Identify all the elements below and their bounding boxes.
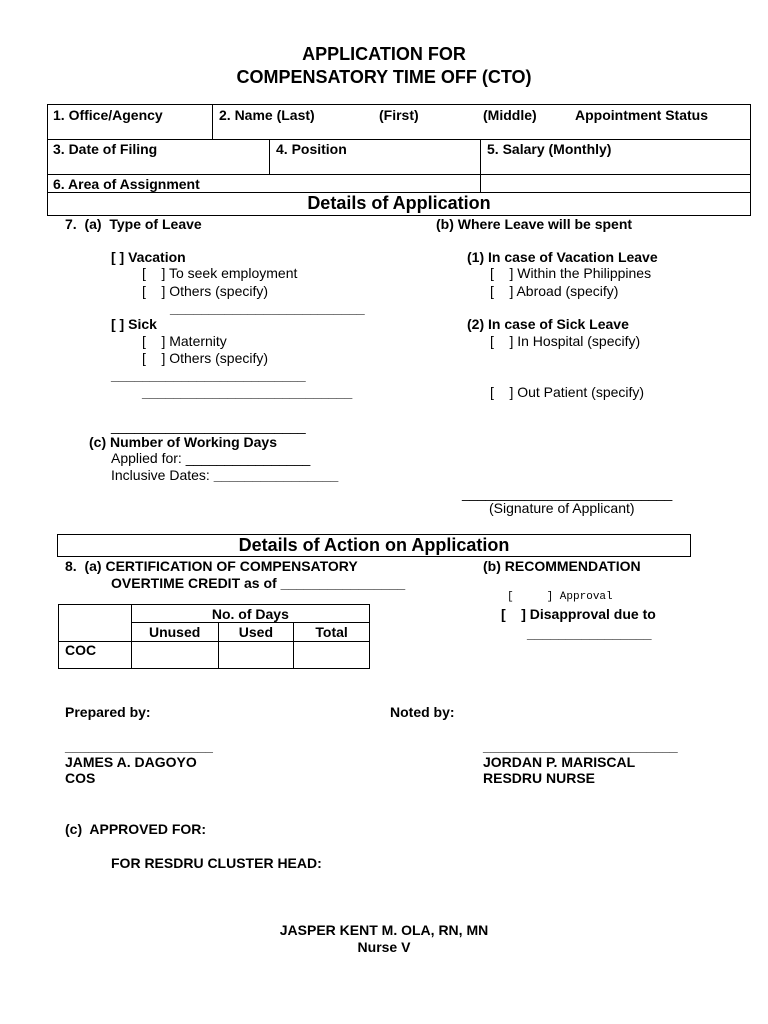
coc-row-label: COC xyxy=(59,641,132,668)
disapproval-reason-line[interactable]: ________________ xyxy=(527,625,652,641)
recommendation-label: (b) RECOMMENDATION xyxy=(483,558,641,574)
inclusive-dates-field[interactable] xyxy=(111,467,338,483)
applied-for-field[interactable]: Applied for: ________________ xyxy=(111,450,311,466)
abroad-checkbox[interactable]: [ ] Abroad (specify) xyxy=(490,283,619,299)
sick-checkbox[interactable]: [ ] Sick xyxy=(111,316,157,332)
out-patient-checkbox[interactable]: [ ] Out Patient (specify) xyxy=(490,384,645,400)
sick-others-checkbox[interactable]: [ ] Others (specify) xyxy=(142,350,269,366)
in-hospital-checkbox[interactable]: [ ] In Hospital (specify) xyxy=(490,333,641,349)
case-sick-label: (2) In case of Sick Leave xyxy=(467,316,629,332)
sick-specify-line-2[interactable]: ___________________________ xyxy=(142,384,353,400)
maternity-checkbox[interactable]: [ ] Maternity xyxy=(142,333,227,349)
name-last-label: 2. Name (Last) xyxy=(219,107,315,123)
signature-line[interactable]: ___________________________ xyxy=(462,485,673,501)
total-header: Total xyxy=(294,623,370,641)
noted-signature-line[interactable]: _________________________ xyxy=(483,738,678,754)
coc-table-corner xyxy=(59,605,132,623)
approval-checkbox[interactable]: [ ] Approval xyxy=(507,591,613,603)
noted-title: RESDRU NURSE xyxy=(483,770,596,786)
date-filing-label: 3. Date of Filing xyxy=(53,141,158,157)
appointment-status-label: Appointment Status xyxy=(575,107,708,123)
office-agency-label: 1. Office/Agency xyxy=(53,107,163,123)
form-title-line2: COMPENSATORY TIME OFF (CTO) xyxy=(236,67,532,87)
seek-employment-checkbox[interactable]: [ ] To seek employment xyxy=(142,265,298,281)
coc-total-cell[interactable] xyxy=(294,641,370,668)
coc-unused-cell[interactable] xyxy=(131,641,218,668)
certification-label: 8. (a) CERTIFICATION OF COMPENSATORY xyxy=(65,558,358,574)
vacation-checkbox[interactable]: [ ] Vacation xyxy=(111,249,186,265)
approver-title: Nurse V xyxy=(357,939,411,955)
approver-name: JASPER KENT M. OLA, RN, MN xyxy=(279,922,489,938)
case-vacation-label: (1) In case of Vacation Leave xyxy=(467,249,658,265)
vacation-others-checkbox[interactable]: [ ] Others (specify) xyxy=(142,283,269,299)
signature-label: (Signature of Applicant) xyxy=(489,500,635,516)
overtime-credit-field[interactable]: OVERTIME CREDIT as of ________________ xyxy=(111,575,406,591)
form-title-line1: APPLICATION FOR xyxy=(302,44,466,64)
area-assignment-label: 6. Area of Assignment xyxy=(53,176,200,192)
details-action-title: Details of Action on Application xyxy=(238,535,510,555)
disapproval-checkbox[interactable]: [ ] Disapproval due to xyxy=(501,606,656,622)
coc-used-cell[interactable] xyxy=(218,641,294,668)
name-first-label: (First) xyxy=(379,107,419,123)
details-application-title: Details of Application xyxy=(307,193,491,213)
salary-label: 5. Salary (Monthly) xyxy=(487,141,612,157)
coc-table xyxy=(58,604,370,669)
prepared-signature-line[interactable]: ___________________ xyxy=(65,738,213,754)
prepared-title: COS xyxy=(65,770,96,786)
no-days-header: No. of Days xyxy=(131,605,369,623)
used-header: Used xyxy=(218,623,294,641)
noted-name: JORDAN P. MARISCAL xyxy=(483,754,636,770)
approved-for-label: (c) APPROVED FOR: xyxy=(65,821,207,837)
noted-by-label: Noted by: xyxy=(390,704,455,720)
position-label: 4. Position xyxy=(276,141,347,157)
unused-header: Unused xyxy=(131,623,218,641)
type-of-leave-label: 7. (a) Type of Leave xyxy=(65,216,202,232)
coc-table-corner-lower xyxy=(59,623,132,641)
within-ph-checkbox[interactable]: [ ] Within the Philippines xyxy=(490,265,652,281)
where-spent-label: (b) Where Leave will be spent xyxy=(436,216,633,232)
prepared-by-label: Prepared by: xyxy=(65,704,151,720)
cluster-head-label: FOR RESDRU CLUSTER HEAD: xyxy=(111,855,322,871)
inclusive-dates-line[interactable]: ________________ xyxy=(213,467,339,483)
inclusive-dates-label: Inclusive Dates: xyxy=(111,467,214,483)
vacation-specify-line[interactable]: _________________________ xyxy=(170,300,365,316)
sick-specify-line-3[interactable]: _________________________ xyxy=(111,418,306,434)
name-middle-label: (Middle) xyxy=(483,107,537,123)
sick-specify-line-1[interactable]: _________________________ xyxy=(111,367,306,383)
working-days-label: (c) Number of Working Days xyxy=(89,434,277,450)
prepared-name: JAMES A. DAGOYO xyxy=(65,754,197,770)
